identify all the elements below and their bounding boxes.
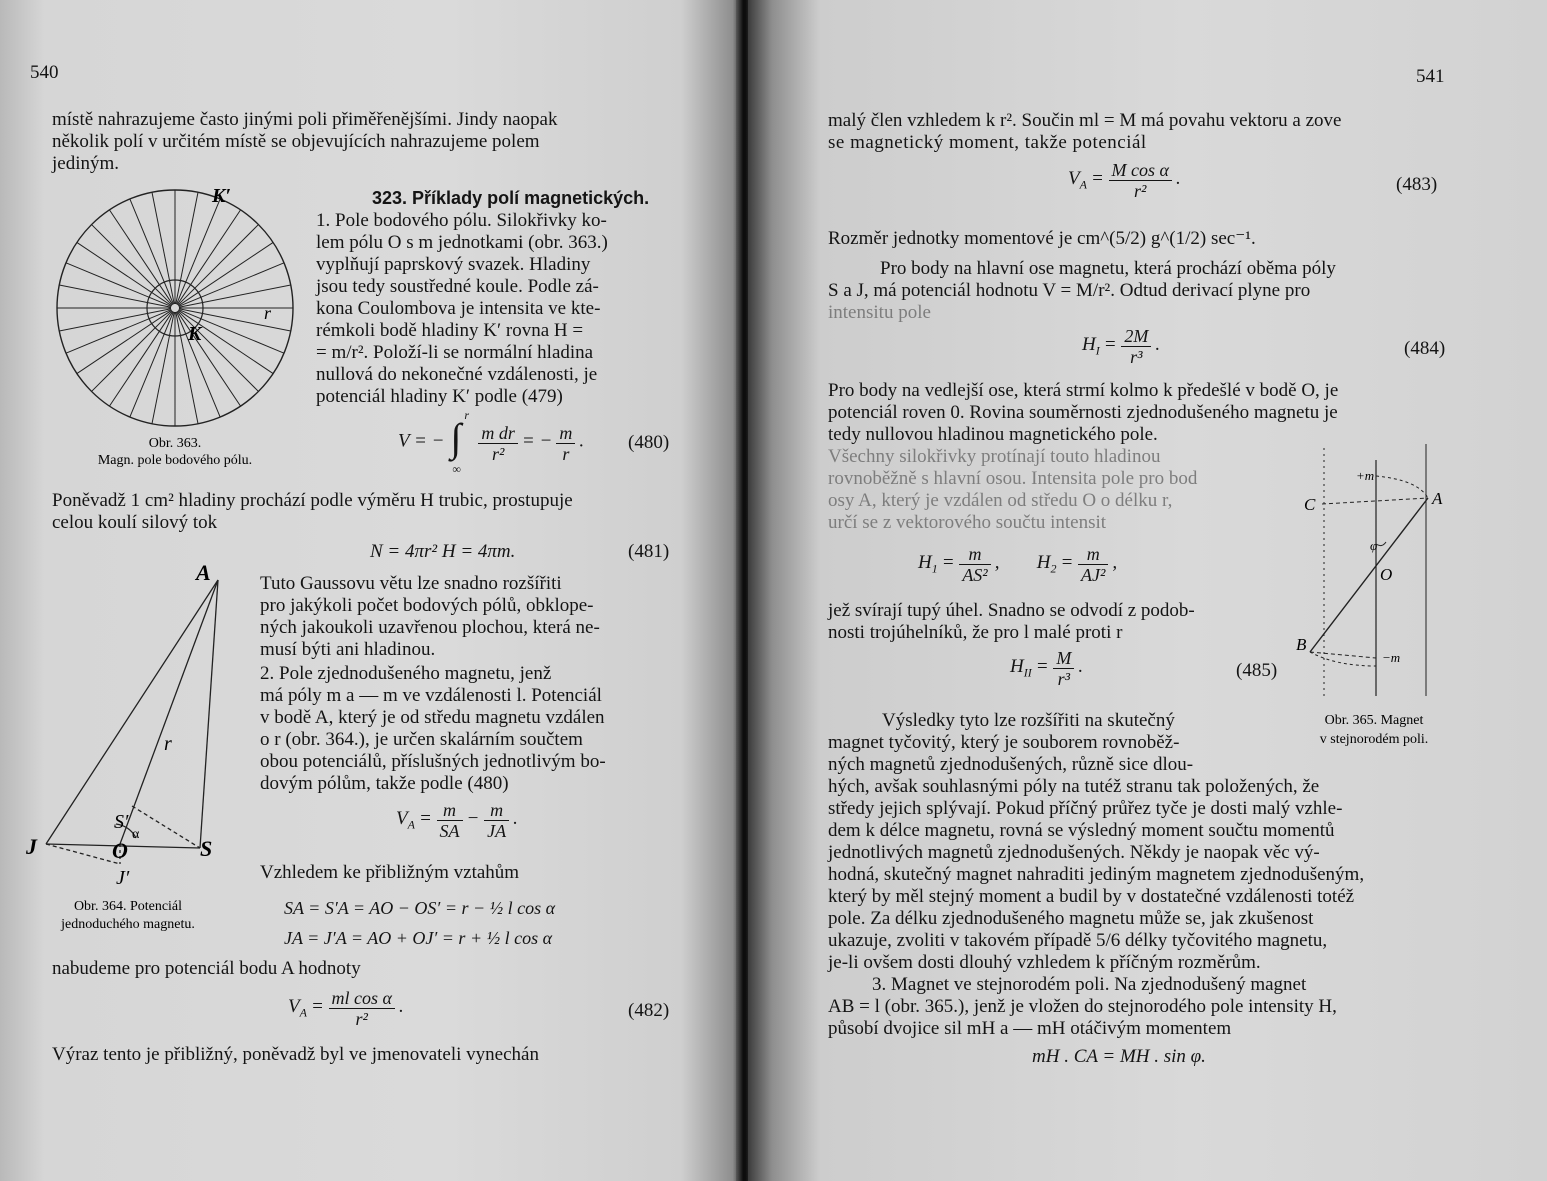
- line-a-j: [46, 580, 218, 844]
- integral-sign: ∫ r ∞: [450, 408, 470, 476]
- label-o: O: [1380, 565, 1393, 584]
- text-line: AB = l (obr. 365.), jenž je vložen do stejnorodého pole intensity H,: [828, 996, 1337, 1017]
- text-line: 2. Pole zjednodušeného magnetu, jenž: [260, 663, 552, 684]
- label-minus-m: −m: [1382, 650, 1401, 665]
- fraction: $\frac{m}{\text{AS²}}$: [959, 544, 990, 585]
- label-s-prime: S′: [114, 811, 129, 833]
- field-line: [92, 225, 173, 306]
- equation-482: $V_A$ = $\frac{\text{ml cos α}}{\text{r²}}$ .: [288, 988, 404, 1029]
- text-line: pro jakýkoli počet bodových pólů, obklope-: [260, 595, 594, 616]
- angle-arc: [1376, 542, 1386, 546]
- text-line: ukazuje, zvoliti v takovém případě 5/6 délky tyčovitého magnetu,: [828, 930, 1328, 951]
- text-line: působí dvojice sil mH a — mH otáčivým momentem: [828, 1018, 1232, 1039]
- text-line: lem pólu O s m jednotkami (obr. 363.): [316, 232, 608, 253]
- text-line: obou potenciálů, příslušných jednotlivým bo-: [260, 751, 606, 772]
- approx-equation: JA = J′A = AO + OJ′ = r + ½ l cos α: [284, 928, 553, 948]
- magnet-ab: [1310, 498, 1428, 652]
- text-line: Výsledky tyto lze rozšířiti na skutečný: [882, 710, 1175, 731]
- equation-number: (480): [628, 432, 670, 453]
- equation-481: N = 4πr² H = 4πm.: [370, 541, 516, 562]
- field-line: [130, 312, 174, 417]
- equation-480: V = − ∫ r ∞ $\frac{\text{m dr}}{\text{r²}}$ = − $\frac{m}{r}$ .: [398, 408, 585, 476]
- label-j: J: [26, 834, 37, 859]
- label-k-prime: K′: [212, 185, 231, 207]
- equation-484: $H_I$ = $\frac{2M}{\text{r³}}$ .: [1082, 326, 1161, 367]
- equation-h1-h2: $H_1$ = $\frac{m}{\text{AS²}}$ , $H_2$ = $\frac{m}{\text{AJ²}}$ ,: [918, 544, 1118, 585]
- label-j-prime: J′: [116, 867, 130, 889]
- field-line: [109, 210, 172, 305]
- label-a: A: [196, 560, 211, 585]
- text-line: má póly m a — m ve vzdálenosti l. Potenciál: [260, 685, 602, 706]
- label-r: r: [164, 733, 172, 755]
- field-line: [109, 311, 172, 406]
- text-line: S a J, má potenciál hodnotu V = M/r². Odtud derivací plyne pro: [828, 280, 1311, 301]
- label-c: C: [1304, 495, 1316, 514]
- fraction: $\frac{m}{\text{AJ²}}$: [1078, 544, 1108, 585]
- field-line: [77, 310, 172, 373]
- figure-364: [20, 558, 260, 938]
- field-line: [66, 310, 171, 354]
- text-line: potenciál roven 0. Rovina souměrnosti zjednodušeného magnetu je: [828, 402, 1338, 423]
- label-alpha: α: [132, 827, 140, 842]
- text-line: jediným.: [52, 153, 120, 174]
- text-line: hodná, skutečný magnet nahraditi jediným magnetem zjednodušeným,: [828, 864, 1365, 885]
- field-line: [177, 210, 240, 305]
- text-line: Vzhledem ke přibližným vztahům: [260, 862, 520, 883]
- text-line: tedy nullovou hladinou magnetického pole.: [828, 424, 1158, 445]
- text-line: Pro body na vedlejší ose, která strmí kolmo k předešlé v bodě O, je: [828, 380, 1339, 401]
- text-line: = m/r². Položí-li se normální hladina: [316, 342, 594, 363]
- fraction: $\frac{m}{r}$: [556, 423, 575, 464]
- equation-number: (481): [628, 541, 670, 562]
- text-line: se magnetický moment, takže potenciál: [828, 132, 1147, 153]
- text-line: hých, avšak souhlasnými póly na tutéž stranu tak položených, že: [828, 776, 1320, 797]
- text-line: v bodě A, který je od středu magnetu vzdálen: [260, 707, 605, 728]
- text-line: rovnoběžně s hlavní osou. Intensita pole pro bod: [828, 468, 1198, 489]
- equation-483: $V_A$ = $\frac{\text{M cos α}}{\text{r²}}$ .: [1068, 160, 1181, 201]
- figure-363: [40, 180, 310, 470]
- text-line: určí se z vektorového součtu intensit: [828, 512, 1107, 533]
- figure-caption: Obr. 364. Potenciál: [73, 899, 183, 914]
- equation-number: (485): [1236, 660, 1278, 681]
- field-line: [177, 311, 240, 406]
- text-line: nosti trojúhelníků, že pro l malé proti r: [828, 622, 1123, 643]
- fraction: $\frac{M}{\text{r³}}$: [1053, 648, 1074, 689]
- text-line: 1. Pole bodového pólu. Silokřivky ko-: [316, 210, 607, 231]
- figure-caption: Magn. pole bodového pólu.: [97, 453, 253, 468]
- text-line: Všechny silokřivky protínají touto hladinou: [828, 446, 1161, 467]
- approx-equation: SA = S′A = AO − OS′ = r − ½ l cos α: [284, 898, 556, 918]
- field-line: [130, 199, 174, 304]
- text-line: jež svírají tupý úhel. Snadno se odvodí z podob-: [828, 600, 1195, 621]
- text-line: Poněvadž 1 cm² hladiny prochází podle výměru H trubic, prostupuje: [52, 490, 573, 511]
- text-line: ných jakoukoli uzavřenou plochou, která ne-: [260, 617, 600, 638]
- text-line: vyplňují paprskový svazek. Hladiny: [316, 254, 591, 275]
- left-page: [0, 0, 740, 1181]
- text-line: malý člen vzhledem k r². Součin ml = M má povahu vektoru a zove: [828, 110, 1342, 131]
- text-line: Výraz tento je přibližný, poněvadž byl ve jmenovateli vynechán: [52, 1044, 539, 1065]
- eq-lhs: V = −: [398, 430, 445, 452]
- field-line: [178, 225, 259, 306]
- radial-field-lines: [57, 190, 293, 426]
- text-line: několik polí v určitém místě se objevujících nahrazujeme polem: [52, 131, 540, 152]
- field-line: [66, 263, 171, 307]
- text-line: nullová do nekonečné vzdálenosti, je: [316, 364, 598, 385]
- text-line: který by měl stejný moment a budil by v dostatečné vzdálenosti totéž: [828, 886, 1355, 907]
- field-line: [77, 242, 172, 305]
- text-line: 3. Magnet ve stejnorodém poli. Na zjednodušený magnet: [872, 974, 1307, 995]
- figure-caption: v stejnorodém poli.: [1319, 732, 1429, 747]
- field-line: [178, 242, 273, 305]
- fraction: $\frac{\text{M cos α}}{\text{r²}}$: [1109, 160, 1172, 201]
- text-line: o r (obr. 364.), je určen skalárním součtem: [260, 729, 583, 750]
- field-line: [92, 311, 173, 392]
- label-o: O: [112, 838, 128, 863]
- text-line: magnet tyčovitý, který je souborem rovnoběž-: [828, 732, 1180, 753]
- label-plus-m: +m: [1356, 468, 1375, 483]
- equation-number: (483): [1396, 174, 1438, 195]
- fraction: $\frac{m}{JA}$: [484, 800, 509, 841]
- label-r: r: [264, 303, 272, 323]
- line-j-prime: [46, 844, 120, 864]
- text-line: je-li ovšem dosti dlouhý vzhledem k příčným rozměrům.: [828, 952, 1261, 973]
- arc-top: [1376, 476, 1428, 498]
- fraction: $\frac{\text{m dr}}{\text{r²}}$: [478, 423, 518, 464]
- text-line: celou koulí silový tok: [52, 512, 218, 533]
- text-line: místě nahrazujeme často jinými poli přiměřenějšími. Jindy naopak: [52, 109, 558, 130]
- text-line: dovým pólům, takže podle (480): [260, 773, 509, 794]
- field-line: [177, 199, 221, 304]
- text-line: kona Coulombova je intensita ve kte-: [316, 298, 601, 319]
- text-line: jsou tedy soustředné koule. Podle zá-: [316, 276, 599, 297]
- fraction: $\frac{m}{SA}$: [437, 800, 463, 841]
- text-line: nabudeme pro potenciál bodu A hodnoty: [52, 958, 361, 979]
- text-line: musí býti ani hladinou.: [260, 639, 436, 660]
- fraction: $\frac{2M}{\text{r³}}$: [1121, 326, 1151, 367]
- label-a: A: [1432, 489, 1443, 508]
- text-line: jednotlivých magnetů zjednodušených. Někdy je naopak věc vý-: [828, 842, 1320, 863]
- text-line: Pro body na hlavní ose magnetu, která prochází oběma póly: [880, 258, 1336, 279]
- integral-lower: ∞: [452, 462, 461, 476]
- field-line: [179, 263, 284, 307]
- text-line: Rozměr jednotky momentové je cm^(5/2) g^(1/2) sec⁻¹.: [828, 228, 1256, 249]
- text-line: pole. Za délku zjednodušeného magnetu může se, jak zkušenost: [828, 908, 1314, 929]
- text-line: středy jejich splývají. Pokud příčný průřez tyče je dosti malý vzhle-: [828, 798, 1343, 819]
- label-phi: φ: [1370, 538, 1378, 553]
- integral-upper: r: [464, 408, 470, 422]
- text-line: intensitu pole: [828, 302, 931, 323]
- text-line: osy A, který je vzdálen od středu O o délku r,: [828, 490, 1173, 511]
- equation-number: (484): [1404, 338, 1446, 359]
- page-number: 541: [1416, 66, 1445, 87]
- line-b-minus-m: [1310, 652, 1376, 658]
- text-line: dem k délce magnetu, rovná se výsledný moment součtu momentů: [828, 820, 1335, 841]
- text-line: rémkoli bodě hladiny K′ rovna H =: [316, 320, 584, 341]
- section-heading: 323. Příklady polí magnetických.: [372, 188, 650, 208]
- page-number: 540: [30, 62, 59, 83]
- arc-bottom: [1310, 652, 1376, 666]
- fraction: $\frac{\text{ml cos α}}{\text{r²}}$: [329, 988, 395, 1029]
- line-s-prime: [132, 806, 200, 848]
- right-page: [748, 0, 1547, 1181]
- figure-365: [1292, 440, 1452, 750]
- figure-caption: jednoduchého magnetu.: [61, 917, 195, 932]
- equation-485: $H_{II}$ = $\frac{M}{\text{r³}}$ .: [1010, 648, 1084, 689]
- line-c-a: [1322, 498, 1428, 504]
- label-k: K: [188, 323, 202, 345]
- figure-caption: Obr. 365. Magnet: [1324, 713, 1424, 728]
- equation-va: $V_A$ = $\frac{m}{SA}$ − $\frac{m}{JA}$ .: [396, 800, 518, 841]
- figure-caption: Obr. 363.: [148, 436, 202, 451]
- label-b: B: [1296, 635, 1307, 654]
- equation-number: (482): [628, 1000, 670, 1021]
- text-line: potenciál hladiny K′ podle (479): [316, 386, 563, 407]
- label-s: S: [200, 836, 213, 861]
- text-line: Tuto Gaussovu větu lze snadno rozšířiti: [260, 573, 562, 594]
- text-line: ných magnetů zjednodušených, různě sice dlou-: [828, 754, 1194, 775]
- final-equation: mH . CA = MH . sin φ.: [1032, 1046, 1206, 1067]
